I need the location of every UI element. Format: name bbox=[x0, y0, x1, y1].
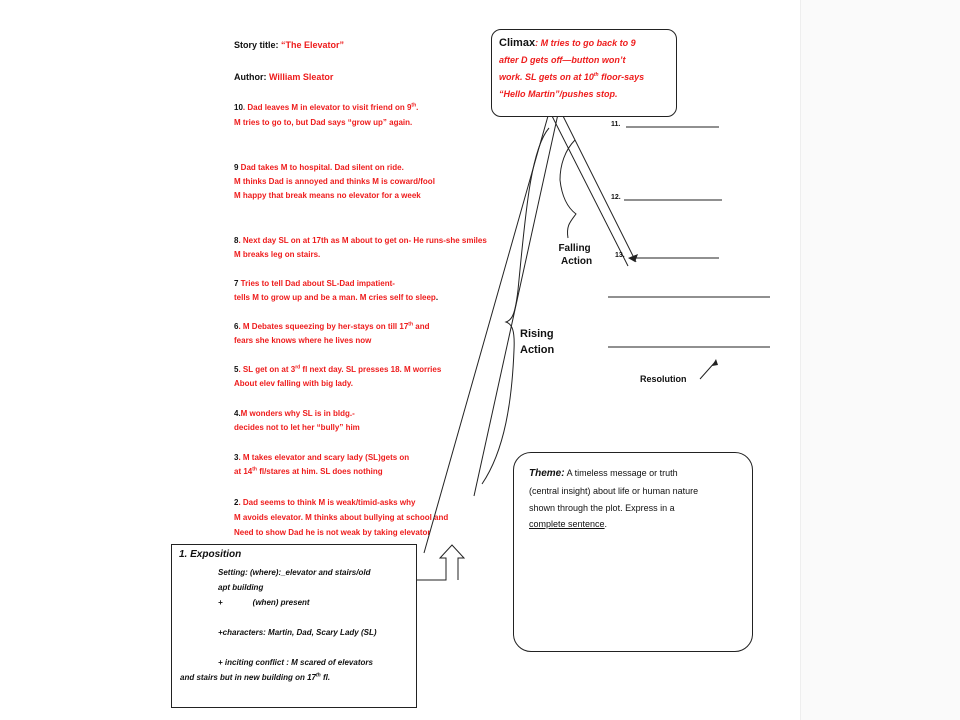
story-title-value: “The Elevator” bbox=[281, 40, 345, 50]
theme-line3: shown through the plot. Express in a bbox=[529, 503, 675, 513]
event-4-line2: decides not to let her “bully” him bbox=[234, 423, 360, 432]
climax-text: : M tries to go back to 9 bbox=[535, 38, 636, 48]
theme-line4 bbox=[529, 519, 607, 529]
author-value: William Sleator bbox=[269, 72, 334, 82]
climax-line4: “Hello Martin”/pushes stop. bbox=[499, 89, 618, 99]
event-text: and bbox=[413, 322, 430, 331]
event-8-line2: M breaks leg on stairs. bbox=[234, 250, 321, 259]
event-text: tells M to grow up and be a man. M cries self to sleep bbox=[234, 293, 436, 302]
page-margin bbox=[800, 0, 960, 720]
theme-label: Theme: bbox=[529, 468, 565, 479]
event-6-line2: fears she knows where he lives now bbox=[234, 336, 372, 345]
event-number: 8 bbox=[234, 236, 239, 245]
falling-action-word2: Action bbox=[561, 256, 593, 267]
event-5-line2: About elev falling with big lady. bbox=[234, 379, 353, 388]
exposition-conflict-2 bbox=[180, 673, 330, 683]
theme-box bbox=[513, 452, 753, 652]
event-number: 6 bbox=[234, 322, 239, 331]
climax-line2: after D gets off—button won’t bbox=[499, 55, 626, 65]
plus-sign: + bbox=[218, 598, 223, 607]
event-number: 4. bbox=[234, 409, 241, 418]
exposition-when bbox=[218, 598, 310, 608]
rising-action-label bbox=[520, 326, 554, 358]
event-10-line2: M tries to go to, but Dad says “grow up” again. bbox=[234, 118, 413, 127]
climax-line1 bbox=[499, 38, 636, 48]
event-number: 10 bbox=[234, 103, 243, 112]
event-text: . M Debates squeezing by her-stays on till 17 bbox=[238, 322, 409, 331]
event-text: . bbox=[435, 293, 439, 302]
event-text: . Next day SL on at 17th as M about to get on- He runs-she smiles bbox=[238, 236, 487, 245]
exposition-conflict: + inciting conflict : M scared of elevators bbox=[218, 658, 373, 667]
superscript: th bbox=[411, 102, 417, 109]
exposition-text: fl. bbox=[320, 673, 331, 682]
falling-action-brace bbox=[560, 140, 576, 238]
event-text: fl next day. SL presses 18. M worries bbox=[300, 365, 442, 374]
author-label: Author: bbox=[234, 72, 269, 82]
exposition-arrow bbox=[416, 545, 464, 580]
climax-text: work. SL gets on at 10 bbox=[499, 72, 594, 82]
event-text: at 14 bbox=[234, 467, 253, 476]
event-9-line3: M happy that break means no elevator for a week bbox=[234, 191, 421, 200]
event-text: fl/stares at him. SL does nothing bbox=[256, 467, 383, 476]
event-number: 7 bbox=[234, 279, 239, 288]
exposition-heading: 1. Exposition bbox=[179, 549, 242, 560]
event-text: . bbox=[416, 103, 419, 112]
falling-line-right bbox=[557, 104, 636, 262]
event-number: 2 bbox=[234, 498, 239, 507]
blank-number-11: 11. bbox=[611, 121, 621, 128]
blank-number-12: 12. bbox=[611, 194, 621, 201]
event-text: . Dad seems to think M is weak/timid-asks why bbox=[238, 498, 416, 507]
event-text: . M takes elevator and scary lady (SL)gets on bbox=[238, 453, 410, 462]
rising-action-brace bbox=[482, 128, 549, 484]
climax-line3 bbox=[499, 72, 644, 82]
exposition-text: and stairs but in new building on 17 bbox=[180, 673, 317, 682]
event-number: 9 bbox=[234, 163, 239, 172]
superscript: th bbox=[408, 321, 414, 328]
superscript: rd bbox=[295, 364, 301, 371]
event-text: . Dad leaves M in elevator to visit friend on 9 bbox=[242, 103, 412, 112]
rising-action-word1: Rising bbox=[520, 328, 554, 340]
exposition-when-text: (when) present bbox=[252, 598, 310, 607]
exposition-setting-2: apt building bbox=[218, 583, 264, 592]
event-text: M wonders why SL is in bldg.- bbox=[240, 409, 355, 418]
falling-action-word1: Falling bbox=[558, 243, 591, 254]
climax-text: floor-says bbox=[598, 72, 645, 82]
event-2-line2: M avoids elevator. M thinks about bullying at school and bbox=[234, 513, 449, 522]
event-number: 3 bbox=[234, 453, 239, 462]
resolution-label: Resolution bbox=[640, 374, 687, 384]
event-text: Dad takes M to hospital. Dad silent on ride. bbox=[238, 163, 404, 172]
theme-line2: (central insight) about life or human nature bbox=[529, 486, 699, 496]
theme-line1 bbox=[529, 468, 678, 479]
exposition-setting: Setting: (where):_elevator and stairs/old bbox=[218, 568, 371, 577]
resolution-arrow-head bbox=[712, 359, 718, 366]
falling-action-label bbox=[557, 242, 592, 268]
event-text: . SL get on at 3 bbox=[238, 365, 296, 374]
event-2-line3: Need to show Dad he is not weak by taking elevator bbox=[234, 528, 431, 537]
event-text: Tries to tell Dad about SL-Dad impatient- bbox=[238, 279, 395, 288]
event-number: 5 bbox=[234, 365, 239, 374]
story-title-label: Story title: bbox=[234, 40, 282, 50]
superscript: th bbox=[252, 466, 257, 473]
rising-action-word2: Action bbox=[520, 344, 555, 356]
theme-text: A timeless message or truth bbox=[564, 468, 678, 478]
theme-underlined-text: complete sentence bbox=[529, 519, 605, 529]
theme-text: . bbox=[604, 519, 608, 529]
exposition-characters: +characters: Martin, Dad, Scary Lady (SL) bbox=[218, 628, 377, 637]
superscript: th bbox=[316, 672, 321, 679]
climax-label: Climax bbox=[499, 37, 536, 49]
blank-number-13: 13. bbox=[615, 252, 625, 259]
superscript: th bbox=[593, 72, 599, 78]
event-9-line2: M thinks Dad is annoyed and thinks M is coward/fool bbox=[234, 177, 435, 186]
